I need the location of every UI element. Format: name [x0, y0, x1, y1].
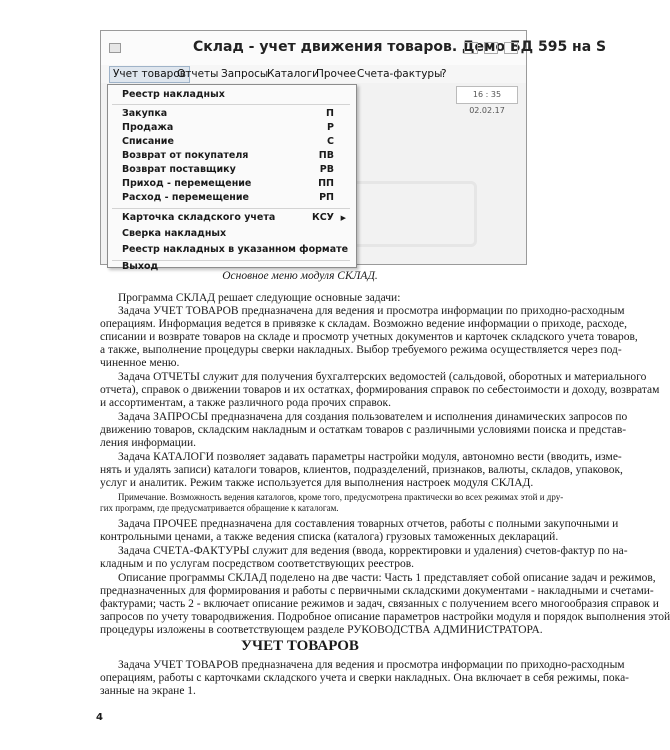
menu-item-kartochka[interactable]: Карточка складского учета КСУ ▶	[122, 212, 346, 223]
paragraph-line: и ассортиментам, а также различного рода прочих справок.	[100, 397, 391, 409]
page-number: 4	[96, 712, 103, 723]
app-icon	[109, 43, 121, 53]
paragraph-line: Задача СЧЕТА-ФАКТУРЫ служит для ведения (ввода, корректировки и удаления) счетов-фактур по на-	[118, 545, 628, 557]
paragraph-line: отчета), справок о движении товаров и их остатках, формирования справок по себестоимости и доходу, возвратам	[100, 384, 660, 396]
paragraph-line: фактурами; часть 2 - включает описание режимов и задач, связанных с получением всего многообразия справок и	[100, 598, 659, 610]
close-icon[interactable]	[504, 42, 518, 54]
menu-scheta-faktury[interactable]: Счета-фактуры	[357, 68, 443, 80]
paragraph-line: Описание программы СКЛАД поделено на две части: Часть 1 представляет собой описание задач и режимов,	[118, 572, 656, 584]
menu-item-prihod-peremeshchenie[interactable]: Приход - перемещение ПП	[122, 178, 334, 189]
menu-item-zakupka[interactable]: Закупка П	[122, 108, 334, 119]
paragraph-line: предназначенных для формирования и работы с первичными складскими документами - накладными и счетами-	[100, 585, 654, 597]
menu-bar	[101, 65, 526, 83]
menu-zaprosy[interactable]: Запросы	[221, 68, 269, 80]
menu-separator	[112, 208, 350, 209]
paragraph-line: процедуры изложены в соответствующем разделе РУКОВОДСТВА АДМИНИСТРАТОРА.	[100, 624, 543, 636]
menu-prochee[interactable]: Прочее	[316, 68, 357, 80]
minimize-icon[interactable]	[464, 42, 478, 54]
menu-item-vozvrat-pokupatelya[interactable]: Возврат от покупателя ПВ	[122, 150, 334, 161]
note-line: гих программ, где предусматривается обращение к каталогам.	[100, 503, 339, 513]
background-emblem	[351, 181, 477, 247]
menu-item-vozvrat-postavshchiku[interactable]: Возврат поставщику РВ	[122, 164, 334, 175]
section-heading: УЧЕТ ТОВАРОВ	[241, 638, 359, 654]
paragraph-line: Задача КАТАЛОГИ позволяет задавать параметры настройки модуля, автономно вести (вводить, изме-	[118, 451, 622, 463]
window-controls[interactable]	[458, 41, 518, 59]
app-window-screenshot	[100, 30, 607, 272]
paragraph-line: кладным и по услугам посредством соответствующих реестров.	[100, 558, 415, 570]
menu-uchet-tovarov[interactable]: Учет товаров	[109, 66, 190, 83]
paragraph-line: а также, выполнение процедуры сверки накладных. Выбор требуемого режима осуществляется через под-	[100, 344, 622, 356]
menu-item-reestr-format[interactable]: Реестр накладных в указанном формате	[122, 244, 349, 255]
menu-item-vyhod[interactable]: Выход	[122, 261, 159, 272]
paragraph-line: ления информации.	[100, 437, 197, 449]
menu-item-rashod-peremeshchenie[interactable]: Расход - перемещение РП	[122, 192, 334, 203]
submenu-arrow-icon: ▶	[340, 214, 346, 222]
title-bar	[101, 31, 607, 65]
paragraph-line: нять и удалять записи) каталоги товаров, клиентов, подразделений, признаков, валюты, складов, упаковок,	[100, 464, 623, 476]
menu-item-prodazha[interactable]: Продажа Р	[122, 122, 334, 133]
menu-item-reestr[interactable]: Реестр накладных	[122, 89, 225, 100]
menu-otchety[interactable]: Отчеты	[177, 68, 219, 80]
paragraph-line: Задача ЗАПРОСЫ предназначена для создания пользователем и исполнения динамических запросов по	[118, 411, 628, 423]
dropdown-menu	[107, 84, 357, 272]
menu-separator	[112, 104, 350, 105]
paragraph-line: Задача УЧЕТ ТОВАРОВ предназначена для ведения и просмотра информации по приходно-расходным	[118, 305, 625, 317]
menu-help[interactable]: ?	[441, 68, 447, 80]
maximize-icon[interactable]	[484, 42, 498, 54]
paragraph-line: операциям. Информация ведется в привязке к складам. Возможно ведение информации о приходе, расходе,	[100, 318, 627, 330]
menu-item-sverka[interactable]: Сверка накладных	[122, 228, 227, 239]
note-line: Примечание. Возможность ведения каталогов, кроме того, предусмотрена практически во всех режимах этой и дру-	[118, 492, 564, 502]
paragraph-line: запросов по учету товародвижения. Подробное описание параметров настройки модуля и порядок выполнения этой	[100, 611, 670, 623]
menu-katalogi[interactable]: Каталоги	[267, 68, 319, 80]
paragraph-line: занные на экране 1.	[100, 685, 196, 697]
paragraph-line: чиненное меню.	[100, 357, 180, 369]
paragraph-line: движению товаров, складским накладным и остаткам товаров с различными условиями поиска и представ-	[100, 424, 627, 436]
window-title: Склад - учет движения товаров. Демо БД 595 на S	[193, 39, 607, 55]
paragraph-line: операциям, работы с карточками складского учета и сверки накладных. Она включает в себя режимы, пока-	[100, 672, 629, 684]
figure-caption: Основное меню модуля СКЛАД.	[222, 270, 378, 282]
paragraph-line: контрольными ценами, а также ведения списка (каталога) грузовых таможенных деклараций.	[100, 531, 559, 543]
paragraph-line: услуг и аналитик. Режим также используется для выполнения настроек модуля СКЛАД.	[100, 477, 534, 489]
menu-item-spisanie[interactable]: Списание С	[122, 136, 334, 147]
time-indicator: 16 : 35 02.02.17	[456, 86, 518, 104]
paragraph-line: списании и возврате товаров на складе и просмотр учетных документов и карточек складского учета товаров,	[100, 331, 638, 343]
paragraph-line: Задача ПРОЧЕЕ предназначена для составления товарных отчетов, работы с полными закупочными и	[118, 518, 619, 530]
paragraph-line: Задача УЧЕТ ТОВАРОВ предназначена для ведения и просмотра информации по приходно-расходным	[118, 659, 625, 671]
paragraph-line: Программа СКЛАД решает следующие основные задачи:	[118, 292, 401, 304]
paragraph-line: Задача ОТЧЕТЫ служит для получения бухгалтерских ведомостей (сальдовой, оборотных и материального	[118, 371, 647, 383]
